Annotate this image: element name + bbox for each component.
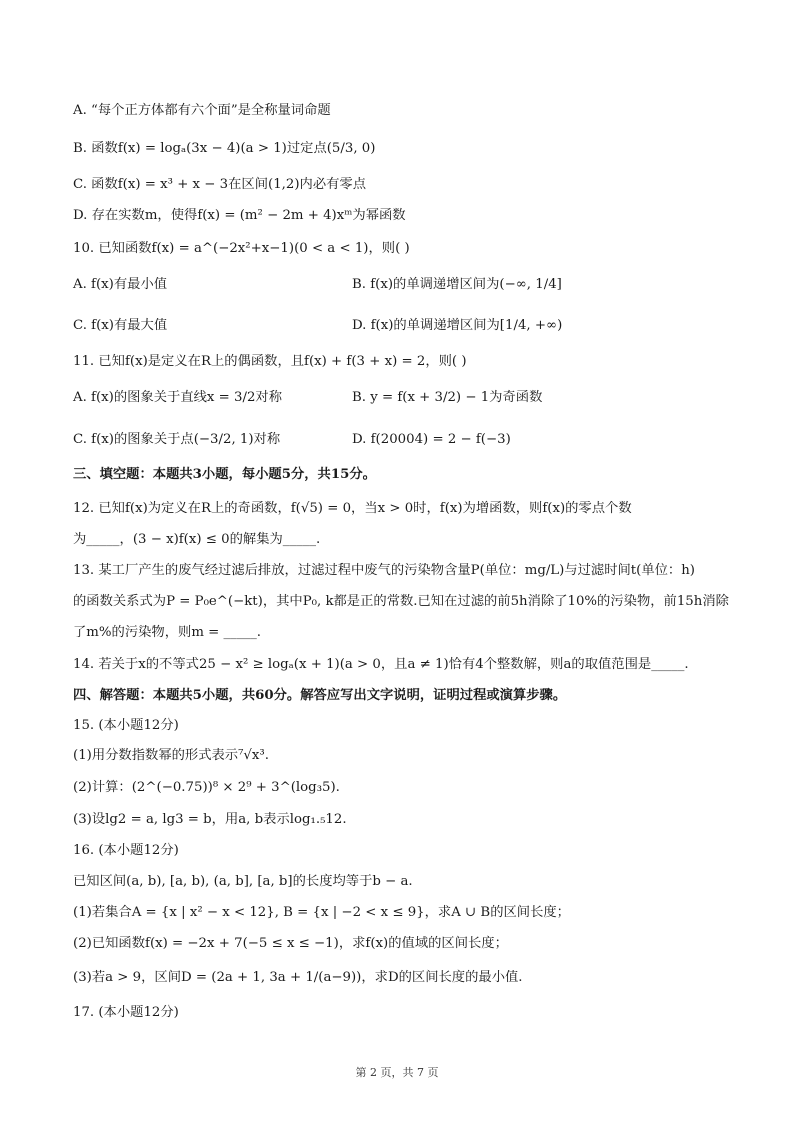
option-9b: B. 函数f(x) = logₐ(3x − 4)(a > 1)过定点(5/3, 0) [73, 141, 376, 156]
question-16-part2: (2)已知函数f(x) = −2x + 7(−5 ≤ x ≤ −1)，求f(x)的值域的区间长度； [73, 936, 508, 951]
option-10b: B. f(x)的单调递增区间为(−∞, 1/4] [352, 277, 562, 292]
section-fill-in-heading: 三、填空题：本题共3小题，每小题5分，共15分。 [73, 467, 376, 482]
question-16-part3: (3)若a > 9，区间D = (2a + 1, 3a + 1/(a−9))，求D的区间长度的最小值. [73, 970, 523, 985]
question-17-header: 17. (本小题12分) [73, 1005, 179, 1020]
question-13-line2: 的函数关系式为P = P₀e^(−kt)，其中P₀, k都是正的常数.已知在过滤的前5h消除了10%的污染物，前15h消除 [73, 594, 729, 609]
question-12-line2: 为_____，(3 − x)f(x) ≤ 0的解集为_____. [73, 532, 321, 547]
question-13-line1: 13. 某工厂产生的废气经过滤后排放，过滤过程中废气的污染物含量P(单位：mg/L)与过滤时间t(单位：h) [73, 563, 695, 578]
option-11a: A. f(x)的图象关于直线x = 3/2对称 [73, 390, 283, 405]
question-15-header: 15. (本小题12分) [73, 718, 179, 733]
question-14: 14. 若关于x的不等式25 − x² ≥ logₐ(x + 1)(a > 0，且a ≠ 1)恰有4个整数解，则a的取值范围是_____. [73, 657, 689, 672]
page-footer: 第 2 页，共 7 页 [355, 1066, 439, 1079]
option-11c: C. f(x)的图象关于点(−3/2, 1)对称 [73, 432, 281, 447]
question-12-line1: 12. 已知f(x)为定义在R上的奇函数，f(√5) = 0，当x > 0时，f(x)为增函数，则f(x)的零点个数 [73, 501, 632, 516]
question-16-header: 16. (本小题12分) [73, 843, 179, 858]
question-15-part3: (3)设lg2 = a, lg3 = b，用a, b表示log₁.₅12. [73, 812, 347, 827]
question-15-part1: (1)用分数指数幂的形式表示⁷√x³. [73, 748, 269, 763]
section-answer-heading: 四、解答题：本题共5小题，共60分。解答应写出文字说明，证明过程或演算步骤。 [73, 688, 567, 703]
option-10a: A. f(x)有最小值 [73, 277, 168, 292]
option-11d: D. f(20004) = 2 − f(−3) [352, 432, 511, 447]
option-10d: D. f(x)的单调递增区间为[1/4, +∞) [352, 318, 563, 333]
question-13-line3: 了m%的污染物，则m = _____. [73, 625, 261, 640]
question-16-part1: (1)若集合A = {x | x² − x < 12}, B = {x | −2 < x ≤ 9}，求A ∪ B的区间长度； [73, 905, 570, 920]
option-9a: A. “每个正方体都有六个面”是全称量词命题 [73, 103, 331, 118]
option-9c: C. 函数f(x) = x³ + x − 3在区间(1,2)内必有零点 [73, 177, 367, 192]
question-15-part2: (2)计算：(2^(−0.75))⁸ × 2⁹ + 3^(log₃5). [73, 780, 340, 795]
question-10-stem: 10. 已知函数f(x) = a^(−2x²+x−1)(0 < a < 1)，则( ) [73, 241, 410, 256]
option-11b: B. y = f(x + 3/2) − 1为奇函数 [352, 390, 543, 405]
question-16-stem: 已知区间(a, b), [a, b), (a, b], [a, b]的长度均等于b − a. [73, 874, 413, 889]
question-11-stem: 11. 已知f(x)是定义在R上的偶函数，且f(x) + f(3 + x) = 2，则( ) [73, 354, 467, 369]
option-9d: D. 存在实数m，使得f(x) = (m² − 2m + 4)xᵐ为幂函数 [73, 208, 406, 223]
option-10c: C. f(x)有最大值 [73, 318, 168, 333]
